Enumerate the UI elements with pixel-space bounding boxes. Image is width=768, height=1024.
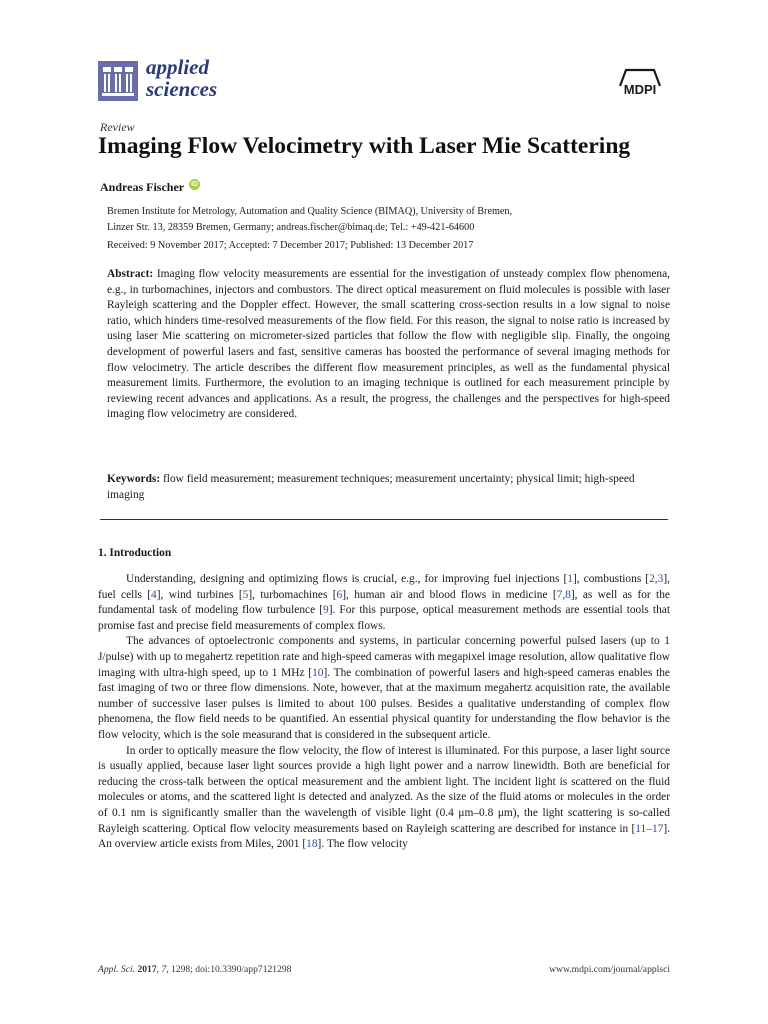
affiliation-line-1: Bremen Institute for Metrology, Automation and Quality Science (BIMAQ), University of Bremen, (107, 206, 513, 217)
citation-link[interactable]: 7,8 (556, 588, 571, 601)
affiliation-line-2: Linzer Str. 13, 28359 Bremen, Germany; andreas.fischer@bimaq.de; Tel.: +49-421-64600 (107, 222, 475, 233)
section-heading: 1. Introduction (98, 547, 172, 559)
citation-link[interactable]: 4 (151, 588, 157, 601)
citation-link[interactable]: 10 (312, 666, 324, 679)
keywords (107, 472, 670, 503)
article-title: Imaging Flow Velocimetry with Laser Mie Scattering (98, 133, 631, 159)
abstract-label: Abstract: (107, 268, 154, 280)
paragraph-1: Understanding, designing and optimizing flows is crucial, e.g., for improving fuel injections [1], combustions [2,3], fuel cells [4], wind turbines [5], turbomachines [6], human air and blood flows in medicine [7,8], as well as for the fundamental task of modeling flow turbulence [9]. For this purpose, optical measurement methods are essential tools that promise fast and precise field measurements of complex flows. (98, 573, 671, 632)
publication-dates: Received: 9 November 2017; Accepted: 7 December 2017; Published: 13 December 2017 (107, 240, 474, 251)
affiliation (107, 204, 512, 236)
body-text (98, 572, 670, 853)
author-name: Andreas Fischer (100, 180, 185, 194)
citation-link[interactable]: 6 (336, 588, 343, 601)
footer-doi: , 1298; doi:10.3390/app7121298 (166, 964, 292, 975)
journal-name-line1: applied (146, 55, 209, 79)
paragraph-3: In order to optically measure the flow velocity, the flow of interest is illuminated. For this purpose, a laser light source is usually applied, because laser light sources provide a high light power and a narrow linewidth. Both are beneficial for reducing the cross-talk between the optical measurement and the ambient light. The incident light is scattered on the fluid molecules or atoms, and the scattered light is detected and analyzed. As the size of the fluid atoms or molecules in the order of 0.1 nm is significantly smaller than the wavelength of visible light (0.4 μm–0.8 μm), the light scattering is so-called Rayleigh scattering. Optical flow velocity measurements based on Rayleigh scattering are described for instance in [11–17]. An overview article exists from Miles, 2001 [18]. The flow velocity (98, 744, 670, 851)
abstract-text: Imaging flow velocity measurements are essential for the investigation of unsteady complex flow phenomena, e.g., in turbomachines, injectors and combustors. The direct optical measurement on fluid molecules is possible with laser Rayleigh scattering and the Doppler effect. However, the small scattering cross-section results in a low signal to noise ratio, which hinders time-resolved measurements of the flow field. For this reason, the signal to noise ratio is increased by using laser Mie scattering on micrometer-sized particles that follow the flow with negligible slip. Finally, the ongoing development of powerful lasers and fast, sensitive cameras has boosted the performance of several imaging methods for flow velocimetry. The article describes the different flow measurement principles, as well as the fundamental physical measurement limits. Furthermore, the evolution to an imaging technique is outlined for each measurement principle by reviewing recent advances and applications. As a result, the progress, the challenges and the perspectives for high-speed imaging flow velocimetry are considered. (107, 268, 670, 421)
footer-journal-abbrev: Appl. Sci. (98, 964, 136, 975)
journal-name-line2: sciences (146, 77, 218, 101)
keywords-label: Keywords: (107, 473, 161, 485)
orcid-icon[interactable]: iD (191, 181, 199, 188)
author-line (100, 180, 200, 195)
keywords-text: flow field measurement; measurement techniques; measurement uncertainty; physical limit; high-speed imaging (107, 473, 635, 501)
citation-link[interactable]: 9 (323, 604, 329, 617)
citation-link[interactable]: 18 (306, 838, 318, 851)
journal-name (146, 56, 217, 100)
citation-link[interactable]: 11–17 (635, 822, 664, 835)
journal-logo (98, 55, 238, 104)
article-type: Review (100, 120, 135, 134)
publisher-name: MDPI (623, 82, 657, 97)
footer-year: 2017 (137, 964, 157, 975)
footer-citation: Appl. Sci. 2017, 7, 1298; doi:10.3390/app7121298 (98, 964, 292, 975)
citation-link[interactable]: 5 (242, 588, 249, 601)
citation-link[interactable]: 1 (567, 573, 573, 585)
journal-emblem-icon (98, 61, 138, 101)
citation-link[interactable]: 2,3 (649, 573, 664, 585)
paragraph-2: The advances of optoelectronic components and systems, in particular concerning powerful pulsed lasers (up to 1 J/pulse) with up to megahertz repetition rate and high-speed cameras with megapixel image resolution, allow qualitative flow imaging with ultra-high speed, up to 1 MHz [10]. The combination of powerful lasers and high-speed cameras enables the fast imaging of two or three flow dimensions. Note, however, that at the maximum megahertz acquisition rate, the available number of successive laser pulses is limited to about 100 pulses. Besides a qualitative understanding of complex flow phenomena, the flow field needs to be quantified. An essential physical quantity for understanding the flow behavior is the flow velocity, which is the sole measurand that is considered in the subsequent article. (98, 635, 670, 741)
footer-url[interactable]: www.mdpi.com/journal/applsci (549, 964, 670, 975)
abstract (107, 267, 670, 423)
mdpi-logo (612, 66, 668, 100)
section-divider (100, 519, 668, 520)
footer-volume: 7 (161, 964, 167, 975)
